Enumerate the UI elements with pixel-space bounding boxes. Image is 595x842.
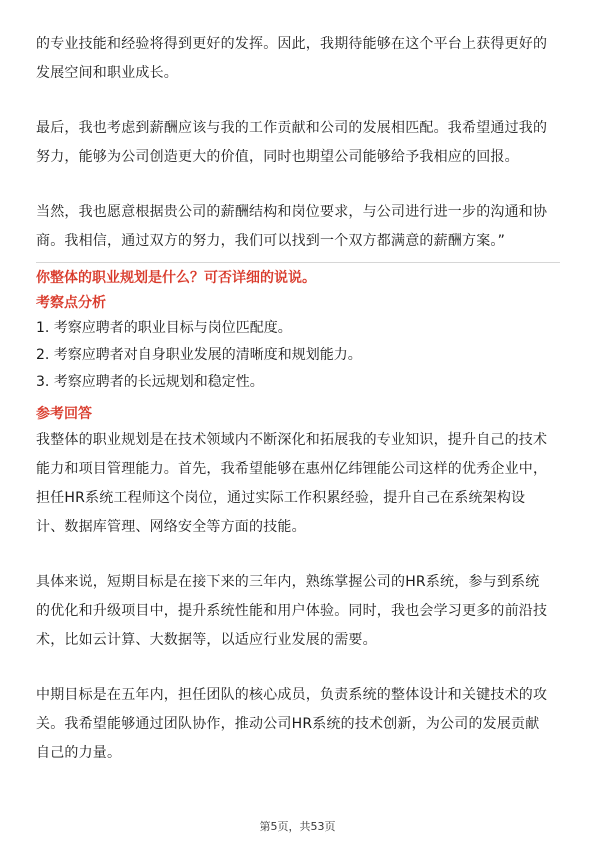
interview-question: 你整体的职业规划是什么？可否详细的说说。	[36, 270, 316, 286]
intro-paragraph-2	[36, 114, 560, 172]
text-line: 具体来说，短期目标是在接下来的三年内，熟练掌握公司的HR系统，参与到系统	[36, 574, 540, 590]
list-item: 3. 考察应聘者的长远规划和稳定性。	[36, 374, 264, 390]
answer-paragraph-1	[36, 426, 560, 542]
page-number-footer: 第5页，共53页	[259, 820, 336, 833]
text-line: 努力，能够为公司创造更大的价值，同时也期望公司能够给予我相应的回报。	[36, 149, 519, 165]
text-line: 的专业技能和经验将得到更好的发挥。因此，我期待能够在这个平台上获得更好的	[36, 36, 548, 52]
text-line: 自己的力量。	[36, 745, 122, 761]
text-line: 能力和项目管理能力。首先，我希望能够在惠州亿纬锂能公司这样的优秀企业中，	[36, 461, 548, 477]
intro-paragraph-1	[36, 30, 560, 88]
answer-paragraph-3	[36, 681, 560, 768]
text-line: 中期目标是在五年内，担任团队的核心成员，负责系统的整体设计和关键技术的攻	[36, 687, 548, 703]
answer-title: 参考回答	[36, 406, 92, 422]
text-line: 关。我希望能够通过团队协作，推动公司HR系统的技术创新，为公司的发展贡献	[36, 716, 540, 732]
document-page	[36, 30, 560, 768]
list-item: 2. 考察应聘者对自身职业发展的清晰度和规划能力。	[36, 347, 362, 363]
text-line: 担任HR系统工程师这个岗位，通过实际工作积累经验，提升自己在系统架构设	[36, 490, 526, 506]
text-line: 术，比如云计算、大数据等，以适应行业发展的需要。	[36, 632, 377, 648]
text-line: 我整体的职业规划是在技术领域内不断深化和拓展我的专业知识，提升自己的技术	[36, 432, 548, 448]
intro-paragraph-3	[36, 198, 560, 256]
text-line: 当然，我也愿意根据贵公司的薪酬结构和岗位要求，与公司进行进一步的沟通和协	[36, 204, 548, 220]
text-line: 发展空间和职业成长。	[36, 65, 178, 81]
list-item: 1. 考察应聘者的职业目标与岗位匹配度。	[36, 320, 292, 336]
analysis-title: 考察点分析	[36, 295, 106, 311]
text-line: 商。我相信，通过双方的努力，我们可以找到一个双方都满意的薪酬方案。”	[36, 233, 506, 249]
answer-paragraph-2	[36, 568, 560, 655]
section-divider	[36, 262, 560, 263]
text-line: 最后，我也考虑到薪酬应该与我的工作贡献和公司的发展相匹配。我希望通过我的	[36, 120, 548, 136]
text-line: 的优化和升级项目中，提升系统性能和用户体验。同时，我也会学习更多的前沿技	[36, 603, 548, 619]
analysis-list	[36, 315, 560, 396]
text-line: 计、数据库管理、网络安全等方面的技能。	[36, 519, 306, 535]
